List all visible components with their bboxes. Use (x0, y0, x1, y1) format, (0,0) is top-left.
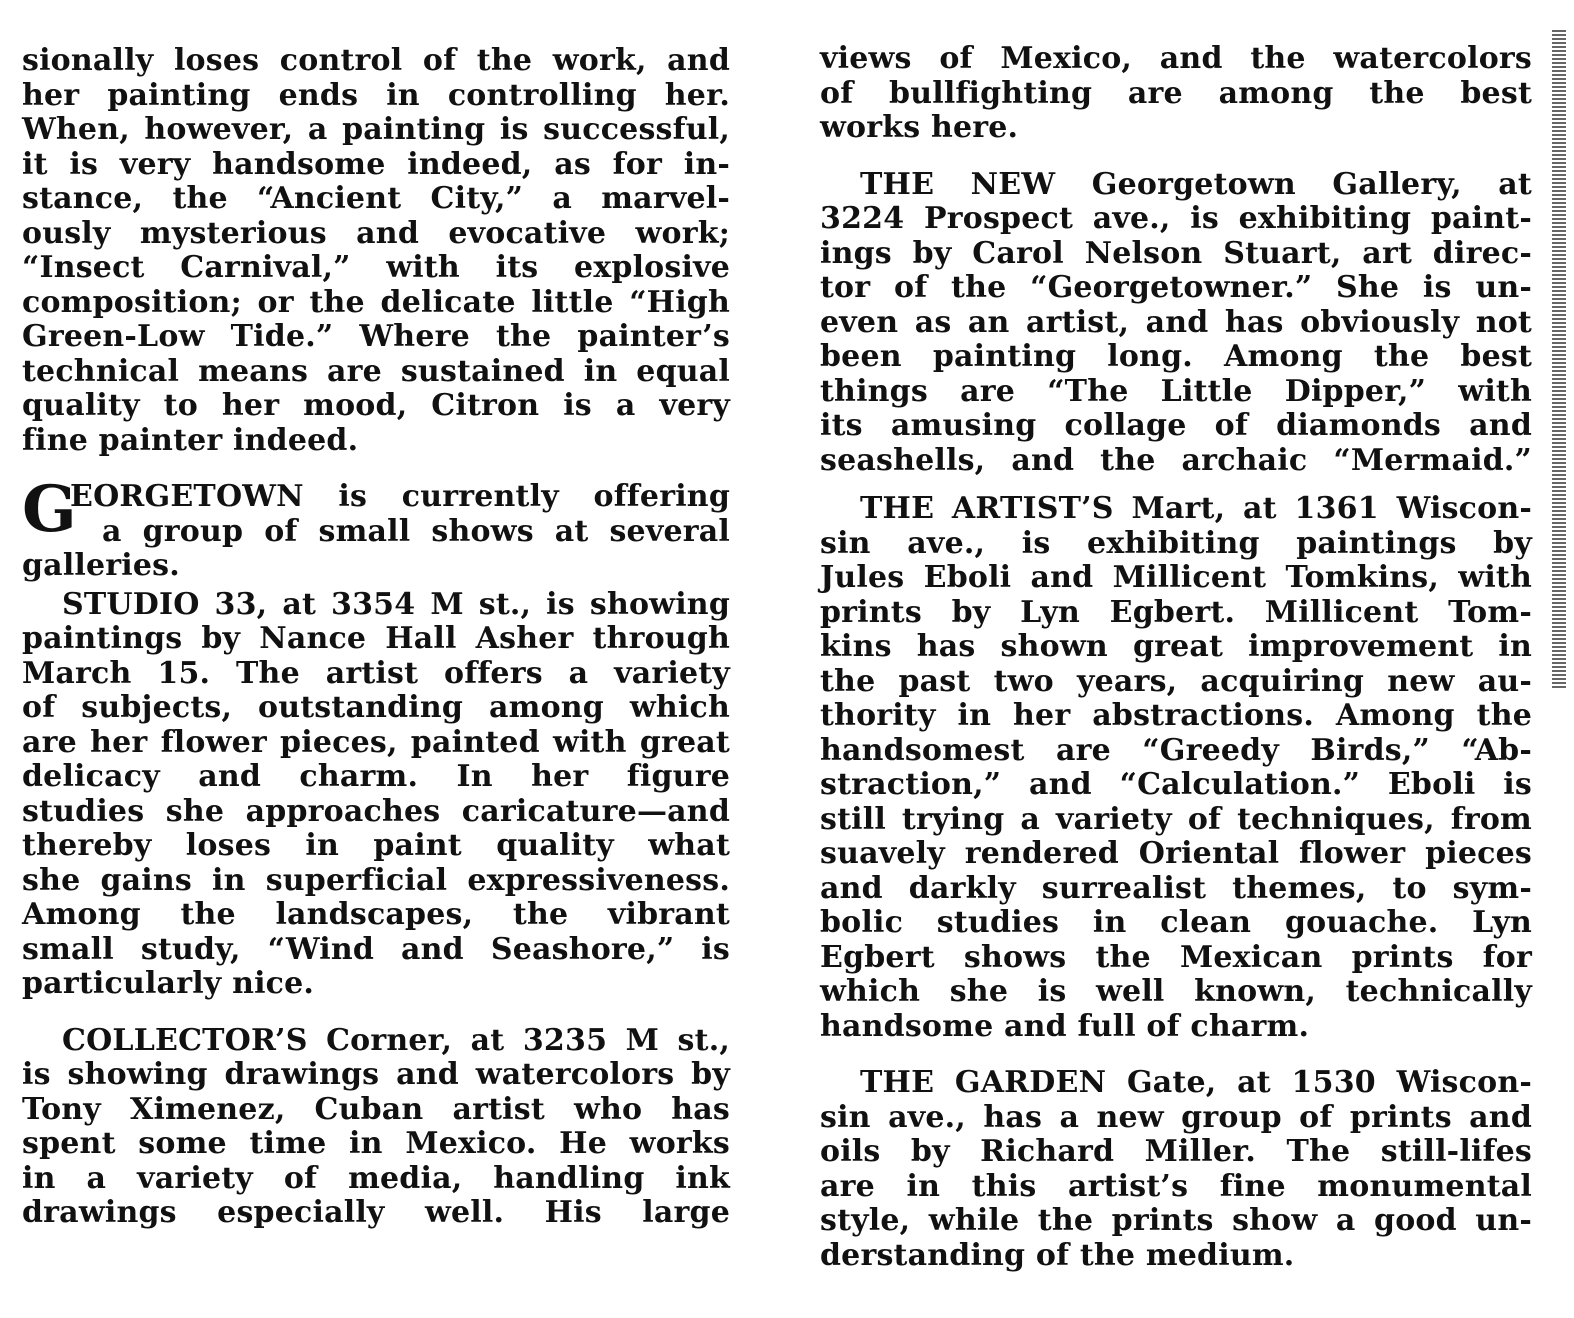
text-line: 3224 Prospect ave., is exhibiting paint- (820, 201, 1532, 236)
text-line: ings by Carol Nelson Stuart, art direc- (820, 235, 1532, 271)
text-line: STUDIO 33, at 3354 M st., is showing (62, 586, 730, 622)
text-line: THE GARDEN Gate, at 1530 Wiscon- (860, 1065, 1532, 1100)
paragraph-artists-mart (820, 492, 1532, 1044)
text-line: are in this artist’s fine monumental (820, 1168, 1532, 1204)
text-line: ously mysterious and evocative work; (22, 215, 730, 251)
text-line: Green-Low Tide.” Where the painter’s (22, 319, 730, 354)
text-line: studies she approaches caricature—and (22, 793, 730, 829)
text-line: which she is well known, technically (820, 974, 1532, 1009)
paragraph-studio-33 (22, 588, 730, 1002)
text-line: stance, the “Ancient City,” a marvel- (22, 181, 730, 216)
text-line: sin ave., has a new group of prints and (820, 1099, 1532, 1135)
text-line: THE ARTIST’S Mart, at 1361 Wiscon- (860, 491, 1532, 526)
text-line: sin ave., is exhibiting paintings by (820, 525, 1532, 561)
paragraph-mexico-views (820, 42, 1532, 146)
text-line: tor of the “Georgetowner.” She is un- (820, 270, 1532, 305)
paragraph-new-georgetown-gallery (820, 168, 1532, 479)
left-column (22, 44, 730, 1231)
text-line: Among the landscapes, the vibrant (22, 897, 730, 932)
text-line: she gains in superficial expressiveness. (22, 862, 730, 898)
scan-edge-artifact (1552, 30, 1566, 690)
text-line: THE NEW Georgetown Gallery, at (860, 166, 1532, 202)
text-line: “Insect Carnival,” with its explosive (22, 250, 730, 285)
text-line: quality to her mood, Citron is a very (22, 388, 730, 423)
text-line: its amusing collage of diamonds and (820, 408, 1532, 443)
text-line: still trying a variety of techniques, from (820, 801, 1532, 837)
text-line: EORGETOWN is currently offering (70, 479, 730, 514)
text-line: composition; or the delicate little “High (22, 284, 730, 320)
text-line: March 15. The artist offers a variety (22, 655, 730, 691)
text-line: galleries. (22, 548, 180, 583)
text-line: Jules Eboli and Millicent Tomkins, with (820, 560, 1532, 595)
text-line: prints by Lyn Egbert. Millicent Tom- (820, 594, 1532, 630)
text-line: handsome and full of charm. (820, 1008, 1310, 1044)
text-line: it is very handsome indeed, as for in- (22, 146, 730, 182)
text-line: in a variety of media, handling ink (22, 1160, 730, 1196)
text-line: even as an artist, and has obviously not (820, 304, 1532, 340)
text-line: fine painter indeed. (22, 422, 359, 458)
text-line: bolic studies in clean gouache. Lyn (820, 905, 1532, 940)
text-line: are her flower pieces, painted with great (22, 724, 730, 760)
text-line: been painting long. Among the best (820, 339, 1532, 374)
text-line: COLLECTOR’S Corner, at 3235 M st., (62, 1022, 730, 1058)
text-line: derstanding of the medium. (820, 1237, 1295, 1273)
text-line: the past two years, acquiring new au- (820, 663, 1532, 699)
text-line: of bullfighting are among the best (820, 75, 1532, 111)
text-line: works here. (820, 110, 1019, 145)
text-line: a group of small shows at several (102, 513, 730, 549)
text-line: is showing drawings and watercolors by (22, 1057, 730, 1092)
text-line: thereby loses in paint quality what (22, 828, 730, 863)
text-line: of subjects, outstanding among which (22, 690, 730, 725)
drop-cap: G (22, 472, 77, 547)
text-line: thority in her abstractions. Among the (820, 698, 1532, 733)
text-line: seashells, and the archaic “Mermaid.” (820, 442, 1532, 478)
text-line: When, however, a painting is successful, (22, 112, 730, 147)
right-column (820, 42, 1532, 1273)
paragraph-georgetown (22, 472, 730, 584)
text-line: Tony Ximenez, Cuban artist who has (22, 1091, 730, 1127)
text-line: and darkly surrealist themes, to sym- (820, 870, 1532, 906)
text-line: small study, “Wind and Seashore,” is (22, 931, 730, 967)
text-line: views of Mexico, and the watercolors (820, 41, 1532, 76)
paragraph-citron (22, 44, 730, 458)
text-line: suavely rendered Oriental flower pieces (820, 836, 1532, 871)
text-line: kins has shown great improvement in (820, 629, 1532, 664)
text-line: spent some time in Mexico. He works (22, 1126, 730, 1161)
text-line: style, while the prints show a good un- (820, 1203, 1532, 1238)
text-line: particularly nice. (22, 966, 315, 1001)
text-line: straction,” and “Calculation.” Eboli is (820, 767, 1532, 802)
text-line: technical means are sustained in equal (22, 353, 730, 389)
text-line: drawings especially well. His large (22, 1195, 730, 1230)
text-line: delicacy and charm. In her figure (22, 759, 730, 794)
text-line: things are “The Little Dipper,” with (820, 373, 1532, 409)
text-line: handsomest are “Greedy Birds,” “Ab- (820, 732, 1532, 768)
text-line: paintings by Nance Hall Asher through (22, 621, 730, 656)
paragraph-garden-gate (820, 1066, 1532, 1273)
text-line: oils by Richard Miller. The still-lifes (820, 1134, 1532, 1169)
paragraph-collectors-corner (22, 1024, 730, 1231)
text-line: her painting ends in controlling her. (22, 77, 730, 113)
text-line: Egbert shows the Mexican prints for (820, 939, 1532, 975)
text-line: sionally loses control of the work, and (22, 43, 730, 78)
